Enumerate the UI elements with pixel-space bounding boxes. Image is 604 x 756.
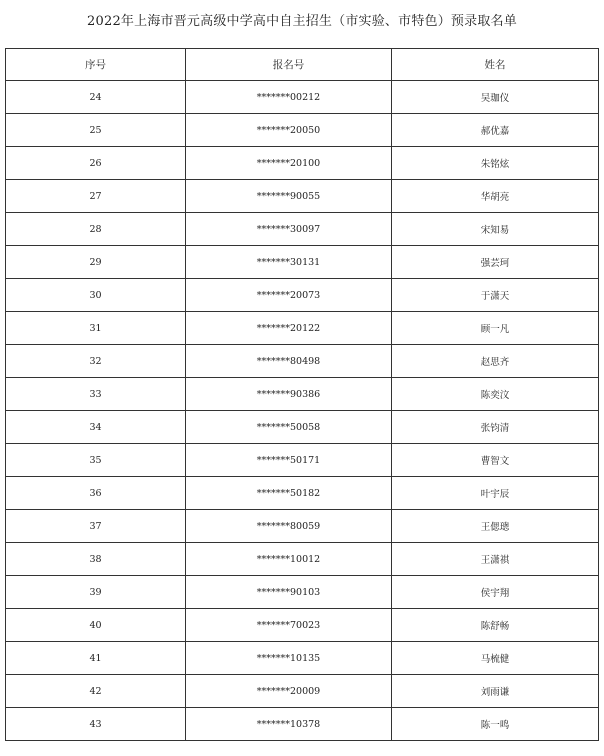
registration-number-cell: *******80059 [186,510,392,543]
registration-number-cell: *******20100 [186,147,392,180]
name-cell: 马梳健 [392,642,599,675]
registration-number-cell: *******90386 [186,378,392,411]
table-row [6,312,599,345]
header-name: 姓名 [392,49,599,81]
table-row [6,609,599,642]
table-row [6,147,599,180]
registration-number-cell: *******90103 [186,576,392,609]
name-cell: 侯宇翔 [392,576,599,609]
registration-number-cell: *******70023 [186,609,392,642]
table-row [6,213,599,246]
table-row [6,477,599,510]
table-row [6,279,599,312]
table-row [6,444,599,477]
seq-cell: 32 [6,345,186,378]
name-cell: 华胡亮 [392,180,599,213]
table-row [6,642,599,675]
name-cell: 陈奕汶 [392,378,599,411]
table-row [6,510,599,543]
seq-cell: 33 [6,378,186,411]
name-cell: 宋知易 [392,213,599,246]
table-row [6,675,599,708]
registration-number-cell: *******80498 [186,345,392,378]
registration-number-cell: *******30131 [186,246,392,279]
seq-cell: 30 [6,279,186,312]
name-cell: 陈一鸣 [392,708,599,741]
name-cell: 陈舒畅 [392,609,599,642]
name-cell: 吴珈仪 [392,81,599,114]
table-row [6,180,599,213]
seq-cell: 31 [6,312,186,345]
name-cell: 赵思齐 [392,345,599,378]
name-cell: 强芸珂 [392,246,599,279]
table-row [6,543,599,576]
seq-cell: 28 [6,213,186,246]
name-cell: 顾一凡 [392,312,599,345]
registration-number-cell: *******20073 [186,279,392,312]
name-cell: 曹智文 [392,444,599,477]
seq-cell: 42 [6,675,186,708]
name-cell: 张钧清 [392,411,599,444]
registration-number-cell: *******00212 [186,81,392,114]
seq-cell: 24 [6,81,186,114]
name-cell: 于潇天 [392,279,599,312]
name-cell: 刘雨谦 [392,675,599,708]
name-cell: 王潇祺 [392,543,599,576]
seq-cell: 34 [6,411,186,444]
admission-table [5,48,599,741]
table-row [6,411,599,444]
seq-cell: 26 [6,147,186,180]
name-cell: 叶宇辰 [392,477,599,510]
seq-cell: 40 [6,609,186,642]
seq-cell: 39 [6,576,186,609]
registration-number-cell: *******50058 [186,411,392,444]
registration-number-cell: *******10378 [186,708,392,741]
seq-cell: 43 [6,708,186,741]
seq-cell: 38 [6,543,186,576]
name-cell: 朱铭炫 [392,147,599,180]
table-row [6,114,599,147]
seq-cell: 37 [6,510,186,543]
seq-cell: 41 [6,642,186,675]
table-row [6,246,599,279]
table-row [6,345,599,378]
seq-cell: 27 [6,180,186,213]
seq-cell: 29 [6,246,186,279]
table-row [6,576,599,609]
table-row [6,708,599,741]
registration-number-cell: *******20122 [186,312,392,345]
name-cell: 郝优嘉 [392,114,599,147]
table-header-row [6,49,599,81]
name-cell: 王偲璁 [392,510,599,543]
header-registration-number: 报名号 [186,49,392,81]
document-title: 2022年上海市晋元高级中学高中自主招生（市实验、市特色）预录取名单 [87,14,517,29]
table-row [6,81,599,114]
registration-number-cell: *******10012 [186,543,392,576]
seq-cell: 36 [6,477,186,510]
table-row [6,378,599,411]
seq-cell: 35 [6,444,186,477]
seq-cell: 25 [6,114,186,147]
header-seq: 序号 [6,49,186,81]
registration-number-cell: *******30097 [186,213,392,246]
registration-number-cell: *******50182 [186,477,392,510]
registration-number-cell: *******10135 [186,642,392,675]
registration-number-cell: *******50171 [186,444,392,477]
registration-number-cell: *******20009 [186,675,392,708]
registration-number-cell: *******90055 [186,180,392,213]
registration-number-cell: *******20050 [186,114,392,147]
